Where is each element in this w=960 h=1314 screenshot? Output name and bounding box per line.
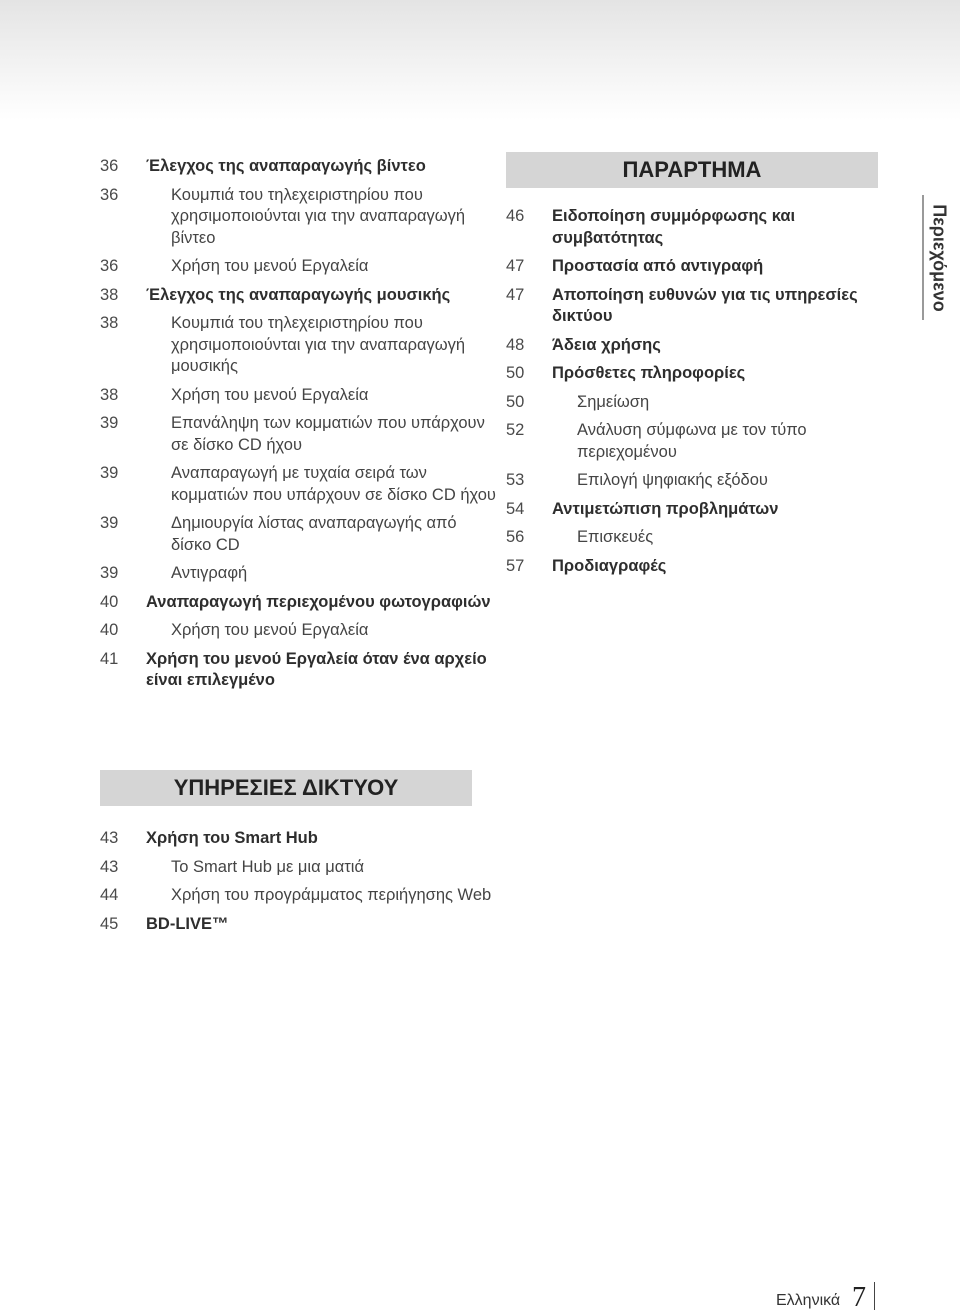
toc-entry-title: Χρήση του μενού Εργαλεία — [171, 385, 369, 404]
toc-entry[interactable] — [100, 385, 500, 407]
toc-entry[interactable] — [100, 185, 500, 250]
toc-page-number: 47 — [506, 257, 525, 275]
toc-entry-title: Χρήση του μενού Εργαλεία — [171, 621, 369, 639]
toc-entry[interactable] — [506, 256, 886, 278]
header-gradient-band — [0, 0, 960, 120]
toc-entry[interactable] — [506, 499, 886, 521]
toc-entry[interactable] — [100, 857, 500, 879]
toc-entry[interactable] — [506, 470, 886, 492]
toc-entry-title: Το Smart Hub με μια ματιά — [171, 857, 364, 876]
toc-entry[interactable] — [506, 556, 886, 578]
toc-page-number: 48 — [506, 335, 525, 354]
toc-entry-title: Αναπαραγωγή περιεχομένου φωτογραφιών — [146, 592, 491, 611]
toc-entry-title: Δημιουργία λίστας αναπαραγωγής από δίσκο CD — [171, 514, 457, 554]
toc-page-number: 43 — [100, 857, 119, 876]
toc-entry-title: Προδιαγραφές — [552, 556, 667, 575]
toc-entry[interactable] — [100, 256, 500, 278]
toc-page-number: 45 — [100, 914, 119, 933]
toc-entry-title: Χρήση του μενού Εργαλεία όταν ένα αρχείο είναι επιλεγμένο — [146, 649, 487, 689]
toc-entry[interactable] — [506, 206, 886, 249]
toc-page-number: 43 — [100, 829, 119, 847]
toc-entry-title: Προστασία από αντιγραφή — [552, 257, 764, 275]
toc-entry-title: Πρόσθετες πληροφορίες — [552, 364, 746, 382]
toc-page-number: 36 — [100, 185, 119, 204]
toc-page-number: 39 — [100, 464, 119, 482]
toc-entry-title: Αντιμετώπιση προβλημάτων — [552, 499, 779, 518]
toc-entry[interactable] — [506, 335, 886, 357]
toc-page-number: 38 — [100, 285, 119, 304]
toc-page-number: 40 — [100, 592, 119, 611]
toc-entry[interactable] — [100, 649, 500, 692]
toc-column-left — [100, 156, 500, 692]
toc-page-number: 53 — [506, 471, 525, 489]
toc-entry[interactable] — [506, 527, 886, 549]
toc-entry[interactable] — [100, 914, 500, 936]
toc-page-number: 36 — [100, 257, 119, 275]
toc-page-number: 47 — [506, 285, 525, 304]
toc-list-left — [100, 156, 500, 692]
toc-page-number: 50 — [506, 364, 525, 382]
toc-page-number: 38 — [100, 385, 119, 404]
section-header-appendix: ΠΑΡΑΡΤΗΜΑ — [506, 152, 878, 188]
toc-entry[interactable] — [100, 413, 500, 456]
toc-entry-title: BD-LIVE™ — [146, 914, 229, 933]
toc-page-number: 52 — [506, 421, 525, 439]
sidebar-section-tab[interactable] — [922, 195, 954, 320]
toc-entry[interactable] — [100, 285, 500, 307]
toc-entry[interactable] — [506, 363, 886, 385]
toc-column-network — [100, 770, 500, 935]
sidebar-tab-label: Περιεχόμενο — [929, 203, 950, 312]
toc-entry-title: Χρήση του Smart Hub — [146, 829, 318, 847]
toc-entry-title: Ειδοποίηση συμμόρφωσης και συμβατότητας — [552, 207, 796, 247]
toc-page-number: 54 — [506, 499, 525, 518]
toc-entry-title: Επανάληψη των κομματιών που υπάρχουν σε δίσκο CD ήχου — [171, 414, 485, 454]
footer-page-number: 7 — [852, 1282, 866, 1313]
toc-entry-title: Επιλογή ψηφιακής εξόδου — [577, 471, 768, 489]
toc-entry[interactable] — [506, 392, 886, 414]
toc-entry[interactable] — [100, 592, 500, 614]
toc-page-number: 44 — [100, 886, 119, 904]
toc-page-number: 39 — [100, 514, 119, 532]
toc-entry-title: Αντιγραφή — [171, 564, 248, 582]
toc-entry-title: Έλεγχος της αναπαραγωγής μουσικής — [146, 285, 451, 304]
toc-entry[interactable] — [100, 620, 500, 642]
toc-page-number: 40 — [100, 621, 119, 639]
toc-entry-title: Άδεια χρήσης — [552, 335, 661, 354]
toc-entry[interactable] — [506, 420, 886, 463]
toc-entry-title: Σημείωση — [577, 392, 650, 411]
toc-list-appendix — [506, 206, 886, 577]
toc-entry[interactable] — [100, 828, 500, 850]
toc-page-number: 46 — [506, 207, 525, 225]
toc-list-network — [100, 828, 500, 935]
toc-page-number: 56 — [506, 528, 525, 546]
toc-entry-title: Ανάλυση σύμφωνα με τον τύπο περιεχομένου — [577, 421, 807, 461]
toc-page-number: 50 — [506, 392, 525, 411]
toc-page-number: 38 — [100, 314, 119, 332]
toc-entry[interactable] — [100, 463, 500, 506]
toc-entry[interactable] — [506, 285, 886, 328]
toc-column-appendix — [506, 152, 886, 577]
toc-entry-title: Κουμπιά του τηλεχειριστηρίου που χρησιμοποιούνται για την αναπαραγωγή μουσικής — [171, 314, 466, 375]
toc-entry[interactable] — [100, 563, 500, 585]
toc-entry-title: Χρήση του προγράμματος περιήγησης Web — [171, 886, 492, 904]
footer-language: Ελληνικά — [776, 1292, 841, 1309]
toc-page-number: 57 — [506, 556, 525, 575]
toc-entry[interactable] — [100, 513, 500, 556]
footer-divider — [874, 1282, 875, 1310]
toc-page-number: 39 — [100, 564, 119, 582]
toc-entry[interactable] — [100, 156, 500, 178]
toc-entry[interactable] — [100, 885, 500, 907]
section-header-network-services: ΥΠΗΡΕΣΙΕΣ ΔΙΚΤΥΟΥ — [100, 770, 472, 806]
toc-page-number: 39 — [100, 414, 119, 432]
toc-entry-title: Αποποίηση ευθυνών για τις υπηρεσίες δικτύου — [552, 285, 858, 325]
toc-page-number: 36 — [100, 157, 119, 175]
toc-entry-title: Επισκευές — [577, 528, 654, 546]
toc-entry-title: Χρήση του μενού Εργαλεία — [171, 257, 369, 275]
toc-entry-title: Έλεγχος της αναπαραγωγής βίντεο — [146, 157, 426, 175]
toc-page-number: 41 — [100, 649, 119, 668]
toc-entry[interactable] — [100, 313, 500, 378]
toc-entry-title: Αναπαραγωγή με τυχαία σειρά των κομματιών που υπάρχουν σε δίσκο CD ήχου — [171, 464, 496, 504]
toc-entry-title: Κουμπιά του τηλεχειριστηρίου που χρησιμοποιούνται για την αναπαραγωγή βίντεο — [171, 185, 466, 247]
